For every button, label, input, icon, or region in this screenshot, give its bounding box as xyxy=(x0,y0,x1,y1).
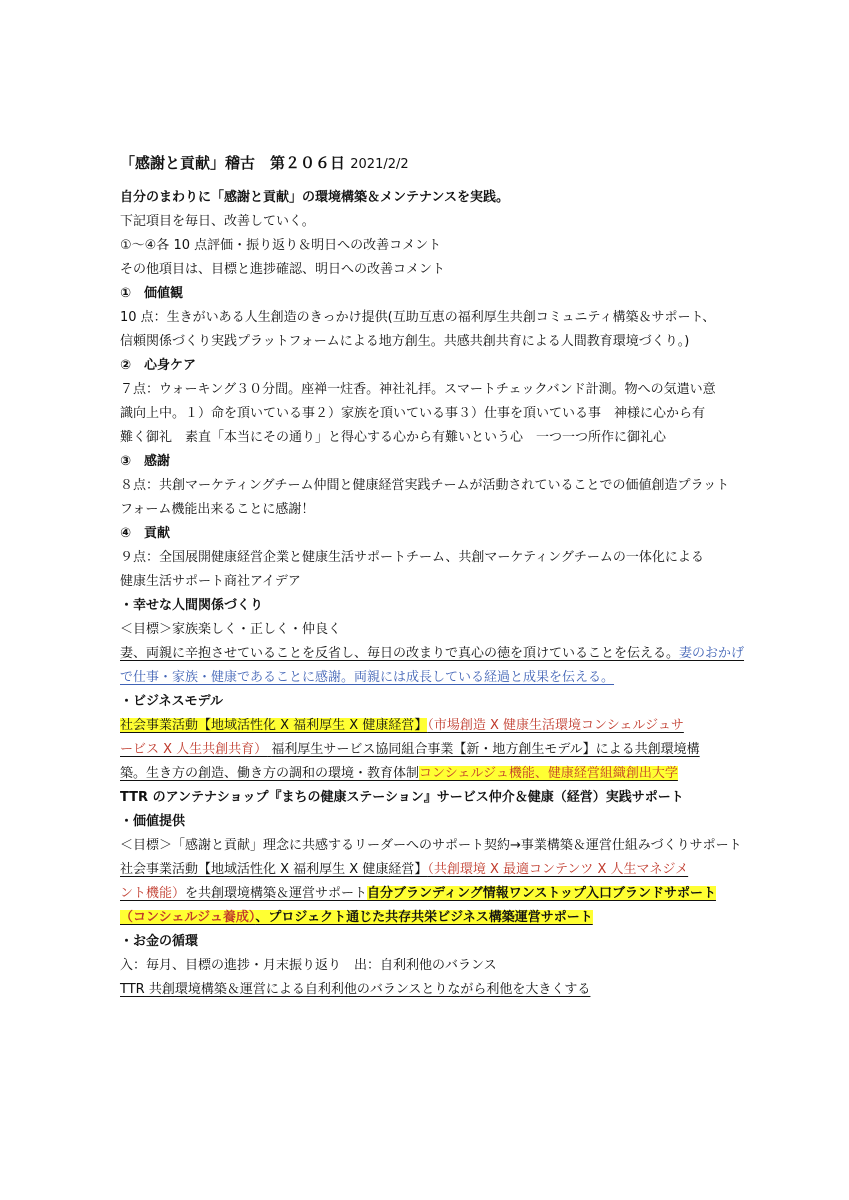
section-heading-values: ① 価値観 xyxy=(120,286,184,301)
title-main: 「感謝と貢献」稽古 第２０６日 xyxy=(120,154,346,172)
section-heading-mind-body: ② 心身ケア xyxy=(120,358,197,373)
section-heading-contribution: ④ 貢献 xyxy=(120,526,171,541)
relations-text-b: 妻のおかげ xyxy=(679,646,745,661)
value-text xyxy=(120,882,740,906)
section-heading-money: ・お金の循環 xyxy=(120,934,199,949)
section-text: ９点：全国展開健康経営企業と健康生活サポートチーム、共創マーケティングチームの一体化による xyxy=(120,550,704,565)
business-text xyxy=(120,714,740,738)
intro-line: ①～④各 10 点評価・振り返り＆明日への改善コメント xyxy=(120,238,442,253)
section-heading-value-offer: ・価値提供 xyxy=(120,814,186,829)
value-red: ント機能） xyxy=(120,886,186,901)
intro-line: 下記項目を毎日、改善していく。 xyxy=(120,214,315,229)
business-plain: 福利厚生サービス協同組合事業【新・地方創生モデル】による共創環境構 xyxy=(271,742,700,757)
money-text: 入：毎月、目標の進捗・月末振り返り 出：自利利他のバランス xyxy=(120,958,497,973)
section-text: ８点：共創マーケティングチーム仲間と健康経営実践チームが活動されていることでの価値創造プラット xyxy=(120,478,730,493)
section-text: 難く御礼 素直「本当にその通り」と得心する心から有難いという心 一つ一つ所作に御礼心 xyxy=(120,430,667,445)
value-text xyxy=(120,858,740,882)
section-text: 健康生活サポート商社アイデア xyxy=(120,574,301,589)
intro-heading: 自分のまわりに「感謝と貢献」の環境構築＆メンテナンスを実践。 xyxy=(120,190,509,205)
document-page xyxy=(120,150,745,1002)
value-plain: を共創環境構築＆運営サポート xyxy=(185,886,368,901)
intro-line: その他項目は、目標と進捗確認、明日への改善コメント xyxy=(120,262,446,277)
value-highlight: 自分ブランディング情報ワンストップ入口ブランドサポート xyxy=(367,886,716,901)
business-plain: 築。生き方の創造、働き方の調和の環境・教育体制 xyxy=(120,766,420,781)
business-highlight: 社会事業活動【地域活性化 X 福利厚生 X 健康経営】 xyxy=(120,718,428,733)
relations-text xyxy=(120,642,745,666)
business-text xyxy=(120,738,740,762)
value-red: （コンシェルジュ養成） xyxy=(120,910,256,925)
section-heading-gratitude: ③ 感謝 xyxy=(120,454,171,469)
business-antenna-shop: TTR のアンテナショップ『まちの健康ステーション』サービス仲介＆健康（経営）実践サポート xyxy=(120,790,684,805)
value-text xyxy=(120,906,740,930)
relations-text: で仕事・家族・健康であることに感謝。両親には成長している経過と成果を伝える。 xyxy=(120,670,615,685)
section-text: 信頼関係づくり実践プラットフォームによる地方創生。共感共創共育による人間教育環境づくり。) xyxy=(120,334,690,349)
section-heading-business: ・ビジネスモデル xyxy=(120,694,223,709)
business-highlight-red: コンシェルジュ機能、健康経営組織創出大学 xyxy=(419,766,678,781)
section-goal: ＜目標＞家族楽しく・正しく・仲良く xyxy=(120,622,342,637)
value-highlight: （コンシェルジュ養成）、プロジェクト通じた共存共栄ビジネス構築運営サポート xyxy=(120,910,593,925)
business-red: （市場創造 X 健康生活環境コンシェルジュサ xyxy=(427,718,684,733)
business-text xyxy=(120,762,740,786)
relations-text-a: 妻、両親に辛抱させていることを反省し、毎日の改まりで真心の徳を頂けていることを伝える。 xyxy=(120,646,680,661)
section-goal: ＜目標＞「感謝と貢献」理念に共感するリーダーへのサポート契約→事業構築＆運営仕組みづくりサポート xyxy=(120,838,742,853)
section-text: 識向上中。１）命を頂いている事２）家族を頂いている事３）仕事を頂いている事 神様に心から有 xyxy=(120,406,706,421)
section-heading-relations: ・幸せな人間関係づくり xyxy=(120,598,264,613)
section-text: フォーム機能出来ることに感謝！ xyxy=(120,502,315,517)
title-date: 2021/2/2 xyxy=(350,157,409,172)
business-red: ービス X 人生共創共育） xyxy=(120,742,268,757)
value-plain: 社会事業活動【地域活性化 X 福利厚生 X 健康経営】 xyxy=(120,862,428,877)
value-red: （共創環境 X 最適コンテンツ X 人生マネジメ xyxy=(427,862,689,877)
document-title xyxy=(120,150,740,178)
section-text: ７点：ウォーキング３０分間。座禅一炷香。神社礼拝。スマートチェックバンド計測。物への気遣い意 xyxy=(120,382,716,397)
section-text: 10 点：生きがいある人生創造のきっかけ提供(互助互恵の福利厚生共創コミュニティ構築＆サポート、 xyxy=(120,310,716,325)
money-text: TTR 共創環境構築＆運営による自利利他のバランスとりながら利他を大きくする xyxy=(120,982,591,997)
